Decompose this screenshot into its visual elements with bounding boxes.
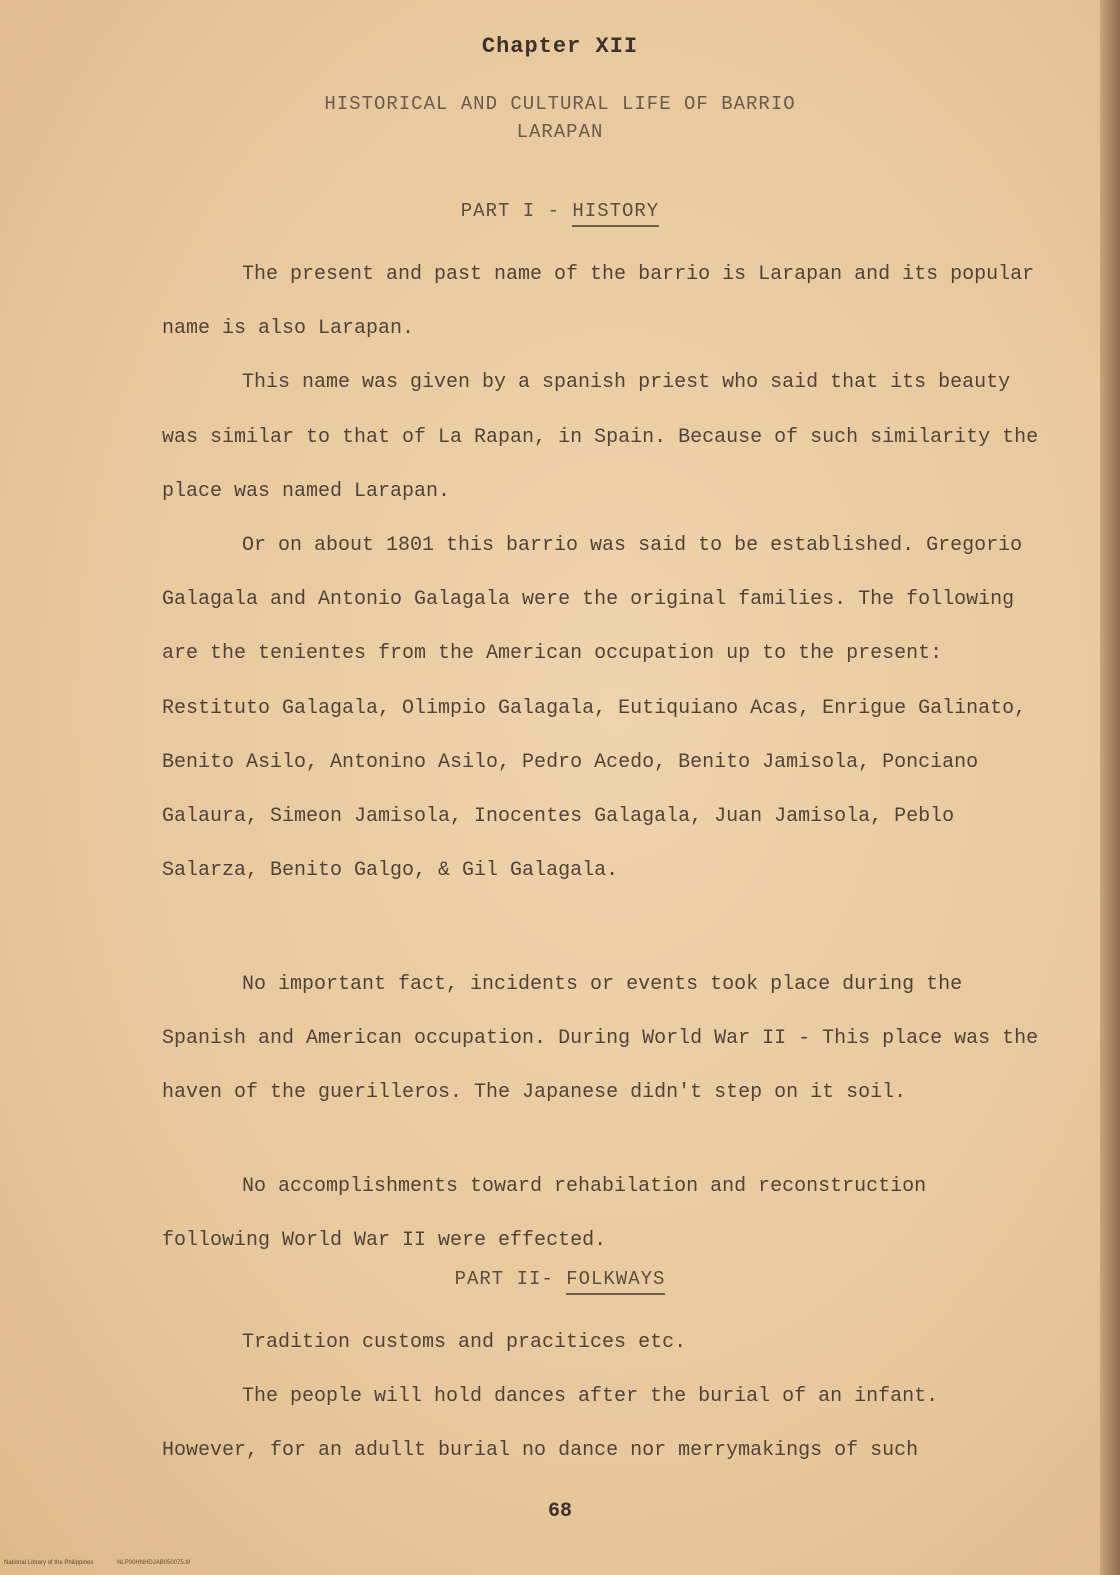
part-2-heading xyxy=(0,1268,1120,1290)
chapter-title-line-1: HISTORICAL AND CULTURAL LIFE OF BARRIO xyxy=(324,93,796,115)
history-section xyxy=(162,248,1042,898)
part-1-prefix: PART I - xyxy=(460,200,573,222)
page-number: 68 xyxy=(547,1500,572,1523)
part-2-name: FOLKWAYS xyxy=(566,1268,665,1295)
part-2-prefix: PART II- xyxy=(454,1268,567,1290)
chapter-heading: Chapter XII xyxy=(481,34,639,59)
paragraph: The people will hold dances after the burial of an infant. However, for an adullt burial no dance nor merrymakings of such xyxy=(162,1385,939,1463)
binding-edge xyxy=(1100,0,1120,1575)
paragraph: This name was given by a spanish priest who said that its beauty was similar to that of La Rapan, in Spain. Because of such similarity the place was named Larapan. xyxy=(162,371,1039,503)
folkways-section xyxy=(162,1316,1042,1479)
paragraph: Or on about 1801 this barrio was said to be established. Gregorio Galagala and Antonio Galagala were the original families. The following are the tenientes from the American occupation up to the present: Restituto Galagala, Olimpio Galagala, Eutiquiano Acas, Enrigue Galinato, Benito Asilo, Antonino Asilo, Pedro Acedo, Benito Jamisola, Ponciano Galaura, Simeon Jamisola, Inocentes Galagala, Juan Jamisola, Peblo Salarza, Benito Galgo, & Gil Galagala. xyxy=(162,534,1027,883)
footer-file: NLP00HNHDJAB050075.tif xyxy=(117,1560,191,1566)
part-1-name: HISTORY xyxy=(572,200,659,227)
paragraph: The present and past name of the barrio is Larapan and its popular name is also Larapan. xyxy=(162,263,1035,341)
paragraph: No important fact, incidents or events took place during the Spanish and American occupation. During World War II - This place was the haven of the guerilleros. The Japanese didn't step on it soil. xyxy=(162,973,1039,1105)
chapter-title-line-2: LARAPAN xyxy=(516,121,604,143)
footer-library: National Library of the Philippines xyxy=(4,1560,94,1566)
part-1-heading xyxy=(0,200,1120,222)
scan-footer xyxy=(4,1560,212,1566)
rehabilitation-section xyxy=(162,1160,1042,1268)
paragraph: Tradition customs and pracitices etc. xyxy=(242,1331,687,1354)
paragraph: No accomplishments toward rehabilation and reconstruction following World War II were effected. xyxy=(162,1175,927,1253)
war-section xyxy=(162,958,1042,1121)
chapter-title xyxy=(0,90,1120,146)
